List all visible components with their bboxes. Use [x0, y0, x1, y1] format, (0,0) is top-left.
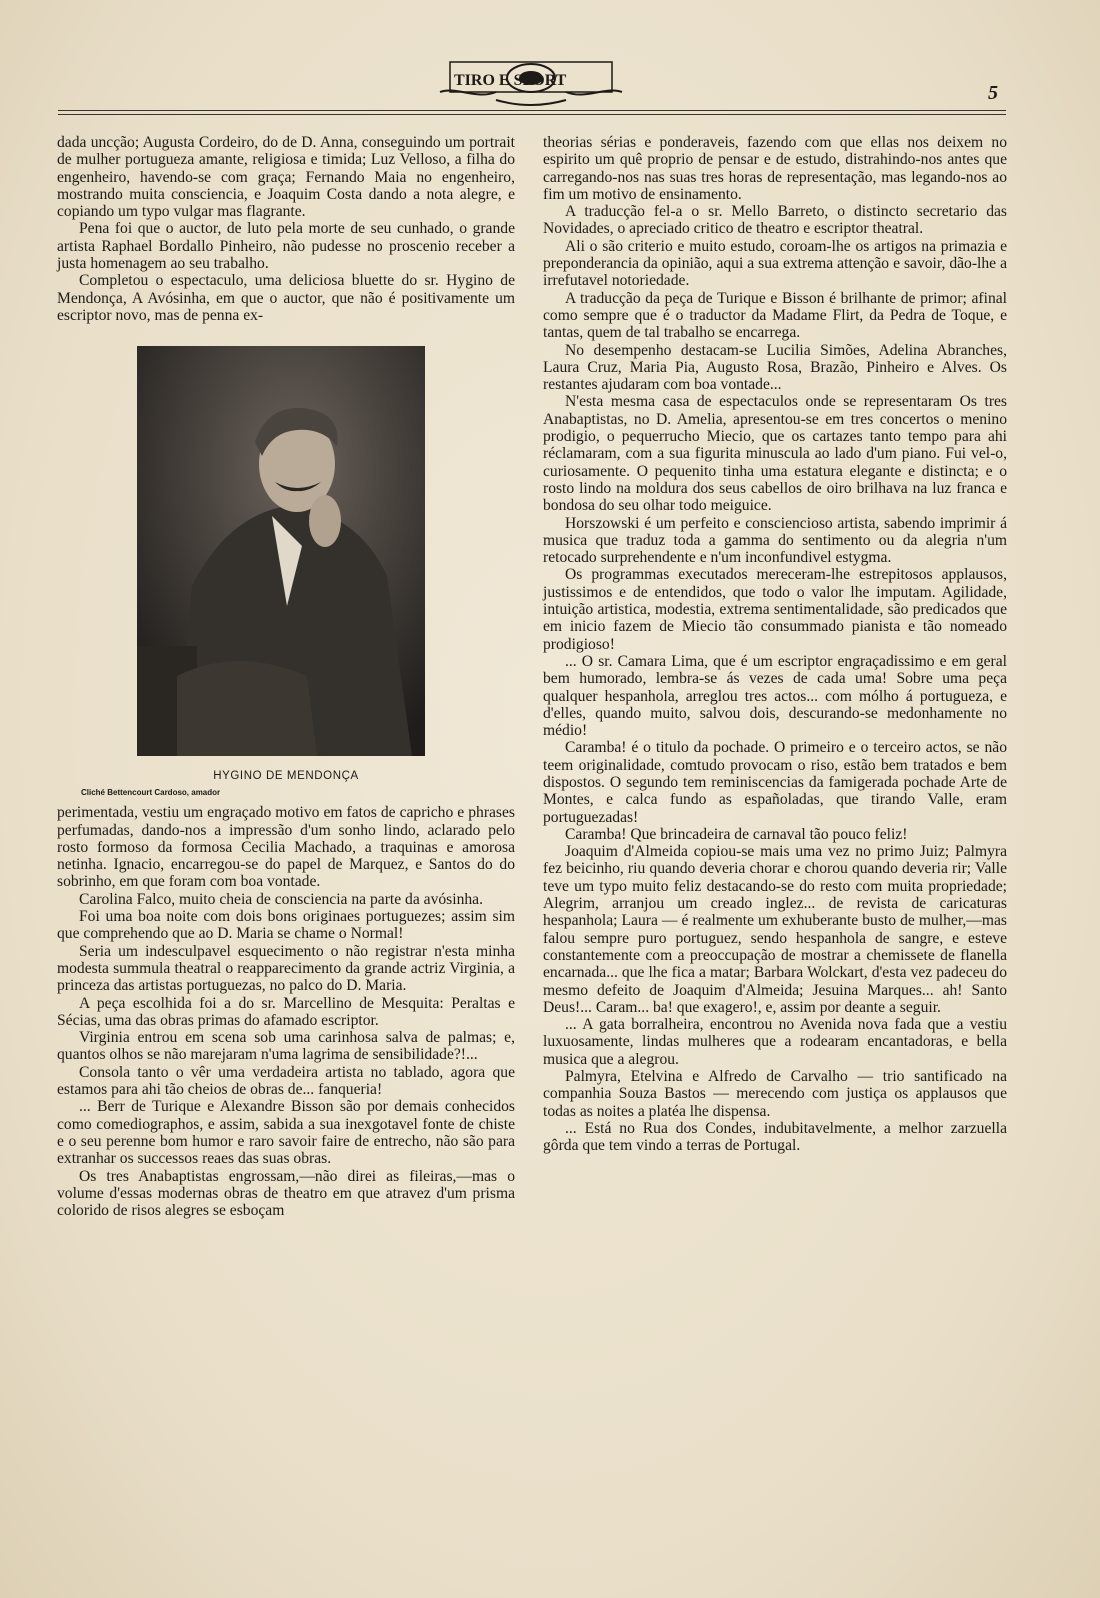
- paragraph: A peça escolhida foi a do sr. Marcellino de Mesquita: Peraltas e Sécias, uma das obras primas do afamado escriptor.: [57, 994, 515, 1029]
- svg-text:TIRO E SPORT: TIRO E SPORT: [454, 72, 567, 89]
- paragraph: ... A gata borralheira, encontrou no Avenida nova fada que a vestiu luxuosamente, lindas mulheres que a rodearam encantadoras, e bella musica que a alegrou.: [543, 1016, 1007, 1068]
- right-column: [543, 134, 1007, 1155]
- paragraph: Ali o são criterio e muito estudo, coroam-lhe os artigos na primazia e preponderancia da opinião, aqui a sua extrema attenção e savoir, dão-lhe a irrefutavel notoriedade.: [543, 237, 1007, 290]
- paragraph: ... Está no Rua dos Condes, indubitavelmente, a melhor zarzuella gôrda que tem vindo a terras de Portugal.: [543, 1119, 1007, 1155]
- paragraph: Consola tanto o vêr uma verdadeira artista no tablado, agora que estamos para ahi tão cheios de obras de... fanqueria!: [57, 1063, 515, 1099]
- paragraph: Foi uma boa noite com dois bons originaes portuguezes; assim sim que comprehendo que ao D. Maria se chame o Normal!: [57, 908, 515, 943]
- portrait-photo: [137, 346, 425, 756]
- paragraph: A traducção da peça de Turique e Bisson é brilhante de primor; afinal como sempre que é o traductor da Madame Flirt, da Pedra de Toque, e tantas, quem de tal trabalho se encarrega.: [543, 289, 1007, 342]
- paragraph: ... O sr. Camara Lima, que é um escriptor engraçadissimo e em geral bem humorado, lembra-se ás vezes de cada uma! Sobre uma peça qualquer hespanhola, arreglou tres actos... com mólho á portugueza, e d'elles, quando muito, salvou dois, descurando-se medonhamente no médio!: [543, 652, 1007, 740]
- paragraph: Virginia entrou em scena sob uma carinhosa salva de palmas; e, quantos olhos se não marejaram n'uma lagrima de sensibilidade?!...: [57, 1029, 515, 1064]
- paragraph: Os programmas executados mereceram-lhe estrepitosos applausos, justissimos e de entendidos, que todo o valor lhe imputam. Agilidade, intuição artistica, modestia, extrema sentimentalidade, são predicados que em inicio fazem de Miecio tão consummado pianista e tão nomeado prodigioso!: [543, 566, 1007, 653]
- paragraph: Caramba! Que brincadeira de carnaval tão pouco feliz!: [565, 825, 908, 843]
- portrait-caption: HYGINO DE MENDONÇA: [213, 770, 359, 783]
- portrait-photo-drawing: [137, 346, 425, 756]
- paragraph: ... Berr de Turique e Alexandre Bisson são por demais conhecidos como comediographos, e assim, sabida a sua inexgotavel fonte de chiste e o seu perenne bom humor e raro savoir faire de entrecho, não são para extranhar os successos reaes das suas obras.: [57, 1098, 515, 1168]
- paragraph: Palmyra, Etelvina e Alfredo de Carvalho — trio santificado na companhia Souza Bastos — merecendo com justiça os applausos que todas as noites a platéa lhe dispensa.: [543, 1068, 1007, 1120]
- paragraph: Pena foi que o auctor, de luto pela morte de seu cunhado, o grande artista Raphael Bordallo Pinheiro, não pudesse no proscenio receber a justa homenagem ao seu trabalho.: [57, 220, 515, 273]
- paragraph: Carolina Falco, muito cheia de consciencia na parte da avósinha.: [79, 890, 483, 908]
- paragraph: dada uncção; Augusta Cordeiro, do de D. Anna, conseguindo um portrait de mulher portugueza amante, religiosa e timida; Luz Velloso, a filha do engenheiro, havendo-se com graça; Fernando Maia no engenheiro, mostrando muita consciencia, e Joaquim Costa dando a nota alegre, e copiando um typo vulgar mas flagrante.: [57, 134, 515, 221]
- portrait-figure: [57, 346, 515, 798]
- left-column: [57, 134, 515, 1219]
- header-rule-top: [58, 110, 1006, 111]
- page-number: 5: [988, 82, 998, 104]
- paragraph: Os tres Anabaptistas engrossam,—não direi as fileiras,—mas o volume d'essas modernas obras de theatro em que atravez d'um prisma colorido de risos alegres se esboçam: [57, 1167, 515, 1220]
- paragraph: Caramba! é o titulo da pochade. O primeiro e o terceiro actos, se não teem originalidade, comtudo provocam o riso, estão bem tratados e bem dispostos. O segundo tem reminiscencias da famigerada pochade Arte de Montes, e calca fundo as españoladas, que tirando Valle, eram portuguezadas!: [543, 739, 1007, 826]
- masthead-emblem: [436, 56, 626, 106]
- paragraph: No desempenho destacam-se Lucilia Simões, Adelina Abranches, Laura Cruz, Maria Pia, Augusto Rosa, Brazão, Pinheiro e Alves. Os restantes ajudaram com boa vontade...: [543, 341, 1007, 394]
- paragraph: perimentada, vestiu um engraçado motivo em fatos de capricho e phrases perfumadas, dando-nos a impressão d'um sonho lindo, aclarado pelo rosto formoso da formosa Cecilia Machado, a traquinas e amorosa netinha. Ignacio, encarregou-se do papel de Marquez, e Santos do do sobrinho, em que foram com boa vontade.: [57, 804, 515, 891]
- paragraph: Horszowski é um perfeito e consciencioso artista, sabendo imprimir á musica que traduz toda a gamma do sentimento ou da alegria n'um retocado surprehendente e n'um inconfundivel estygma.: [543, 514, 1007, 567]
- header-rule-bottom: [58, 114, 1006, 115]
- paragraph: A traducção fel-a o sr. Mello Barreto, o distincto secretario das Novidades, o apreciado critico de theatro e escriptor theatral.: [543, 203, 1007, 238]
- photo-credit: Cliché Bettencourt Cardoso, amador: [81, 788, 221, 798]
- paragraph: Joaquim d'Almeida copiou-se mais uma vez no primo Juiz; Palmyra fez beicinho, riu quando deveria chorar e chorou quando deveria rir; Valle teve um typo muito feliz destacando-se do resto com muita propriedade; Alegrim, arranjou um creado inglez... de revista de caricaturas hespanhola; Laura — é realmente um exhuberante busto de mulher,—mas falou sempre puro portuguez, sendo hespanhola de sangre, e esteve constantemente com a preoccupação de mostrar a chemissete de flanella encarnada... que lhe fica a matar; Barbara Wolckart, d'esta vez padeceu do mesmo defeito de Joaquim d'Almeida; Jesuina Marques... ah! Santo Deus!... Caram... ba! que exagero!, e, assim por deante a seguir.: [543, 843, 1007, 1016]
- paragraph: theorias sérias e ponderaveis, fazendo com que ellas nos deixem no espirito um quê proprio de pensar e de estudo, distrahindo-nos antes que carregando-nos nas suas tres horas de representação, mas legando-nos ao fim um motivo de ensinamento.: [543, 134, 1007, 203]
- masthead-logo: [436, 56, 626, 106]
- paragraph: N'esta mesma casa de espectaculos onde se representaram Os tres Anabaptistas, no D. Amelia, apresentou-se em tres concertos o menino prodigio, o pequerrucho Miecio, que os cartazes tanto tempo para ahi réclamaram, com a sua figurita minuscula ao lado d'um piano. Fui vel-o, curiosamente. O pequenito tinha uma estatura elegante e distincta; e o rosto lindo na moldura dos seus cabellos de oiro brilhava na luz franca e bondosa do seu olhar todo meiguice.: [543, 393, 1007, 515]
- paragraph: Seria um indesculpavel esquecimento o não registrar n'esta minha modesta summula theatral o reapparecimento da grande actriz Virginia, a princeza das artistas portuguezas, no palco do D. Maria.: [57, 942, 515, 995]
- paragraph: Completou o espectaculo, uma deliciosa bluette do sr. Hygino de Mendonça, A Avósinha, em que o auctor, que não é positivamente um escriptor novo, mas de penna ex-: [57, 272, 515, 324]
